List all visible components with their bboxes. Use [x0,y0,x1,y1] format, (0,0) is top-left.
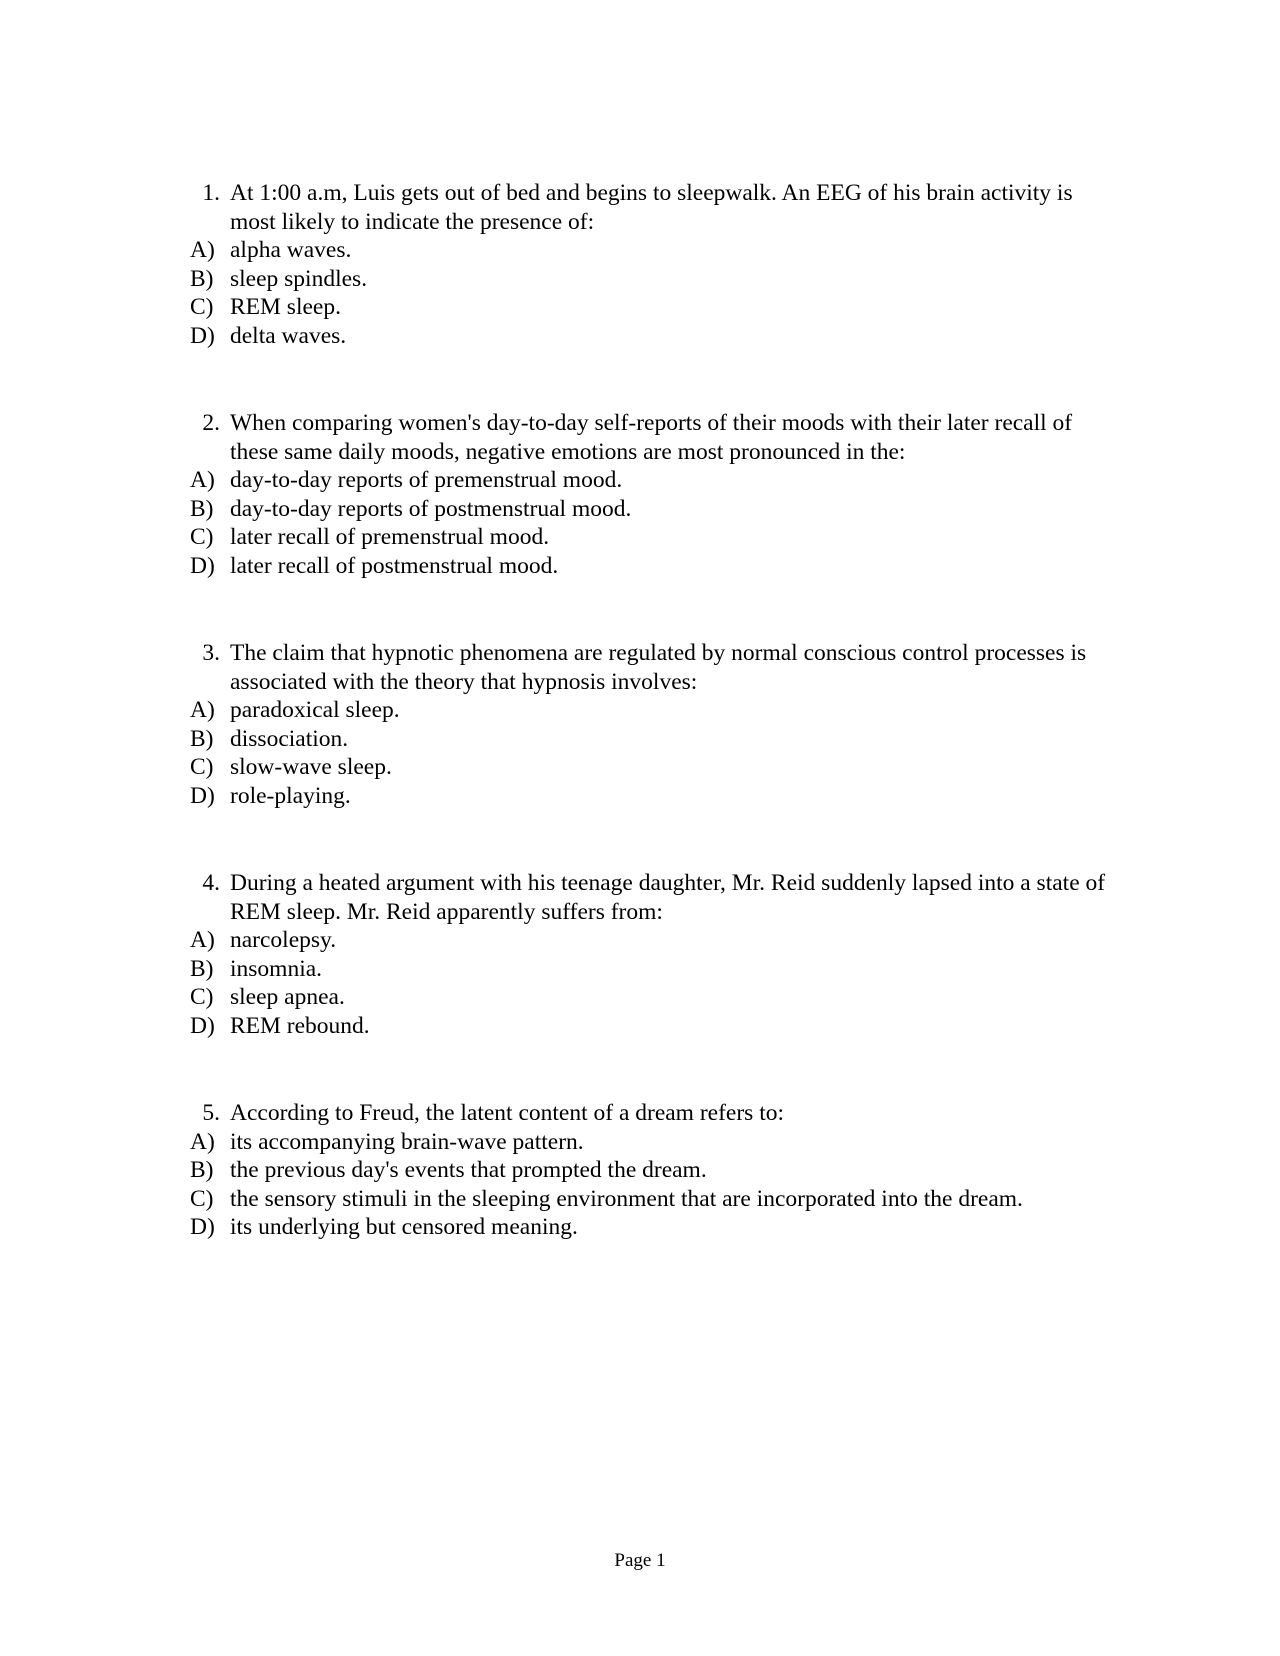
question-stem [190,179,1110,236]
option-letter: C) [190,294,214,321]
option-text: later recall of postmenstrual mood. [230,552,559,579]
answer-option-a [190,1128,1110,1157]
option-text: slow-wave sleep. [230,754,392,781]
answer-option-d [190,1012,1110,1041]
option-letter: A) [190,1128,215,1155]
option-text: later recall of premenstrual mood. [230,524,550,551]
answer-option-a [190,236,1110,265]
question-text: At 1:00 a.m, Luis gets out of bed and begins to sleepwalk. An EEG of his brain activity is most likely to indicate the presence of: [230,180,1073,235]
option-letter: C) [190,1185,214,1212]
answer-option-b [190,725,1110,754]
option-text: the sensory stimuli in the sleeping environment that are incorporated into the dream. [230,1185,1023,1212]
question-text: The claim that hypnotic phenomena are regulated by normal conscious control processes is associated with the theory that hypnosis involves: [230,640,1087,695]
option-letter: A) [190,927,215,954]
option-letter: B) [190,1157,214,1184]
option-letter: C) [190,754,214,781]
answer-option-b [190,495,1110,524]
option-letter: D) [190,552,215,579]
option-text: insomnia. [230,955,323,982]
option-text: sleep apnea. [230,984,345,1011]
page-footer [0,1549,1280,1573]
option-text: its underlying but censored meaning. [230,1214,578,1241]
option-letter: D) [190,1214,215,1241]
option-text: day-to-day reports of premenstrual mood. [230,467,623,494]
option-text: delta waves. [230,322,347,349]
question-3 [190,639,1110,811]
option-letter: A) [190,467,215,494]
answer-option-a [190,696,1110,725]
answer-option-b [190,955,1110,984]
answer-option-a [190,926,1110,955]
option-text: role-playing. [230,782,351,809]
answer-option-a [190,466,1110,495]
answer-option-b [190,1156,1110,1185]
question-4 [190,869,1110,1041]
question-text: When comparing women's day-to-day self-reports of their moods with their later recall of these same daily moods, negative emotions are most pronounced in the: [230,410,1073,465]
option-text: narcolepsy. [230,927,337,954]
question-2 [190,409,1110,581]
option-letter: B) [190,955,214,982]
option-letter: B) [190,495,214,522]
option-letter: D) [190,782,215,809]
question-number: 1. [202,180,220,206]
option-letter: D) [190,322,215,349]
question-number: 4. [202,870,220,896]
question-stem [190,409,1110,466]
option-text: alpha waves. [230,237,352,264]
option-letter: B) [190,725,214,752]
option-text: sleep spindles. [230,265,368,292]
question-number: 5. [202,1100,220,1126]
question-1 [190,179,1110,351]
question-text: According to Freud, the latent content of a dream refers to: [230,1100,785,1126]
answer-option-c [190,293,1110,322]
option-letter: A) [190,237,215,264]
question-number: 3. [202,640,220,666]
answer-option-c [190,1185,1110,1214]
answer-option-b [190,265,1110,294]
option-letter: D) [190,1012,215,1039]
answer-option-d [190,322,1110,351]
option-text: day-to-day reports of postmenstrual mood. [230,495,632,522]
option-text: the previous day's events that prompted the dream. [230,1157,707,1184]
option-text: paradoxical sleep. [230,697,400,724]
option-text: its accompanying brain-wave pattern. [230,1128,584,1155]
question-5 [190,1099,1110,1242]
option-letter: B) [190,265,214,292]
option-letter: A) [190,697,215,724]
answer-option-c [190,523,1110,552]
option-text: dissociation. [230,725,349,752]
page-number: Page 1 [614,1550,666,1571]
option-letter: C) [190,524,214,551]
answer-option-c [190,983,1110,1012]
option-letter: C) [190,984,214,1011]
question-stem [190,1099,1110,1128]
question-stem [190,639,1110,696]
answer-option-d [190,782,1110,811]
answer-option-c [190,753,1110,782]
answer-option-d [190,552,1110,581]
question-stem [190,869,1110,926]
answer-option-d [190,1213,1110,1242]
question-number: 2. [202,410,220,436]
question-text: During a heated argument with his teenage daughter, Mr. Reid suddenly lapsed into a state of REM sleep. Mr. Reid apparently suffers from: [230,870,1106,925]
option-text: REM rebound. [230,1012,370,1039]
option-text: REM sleep. [230,294,341,321]
